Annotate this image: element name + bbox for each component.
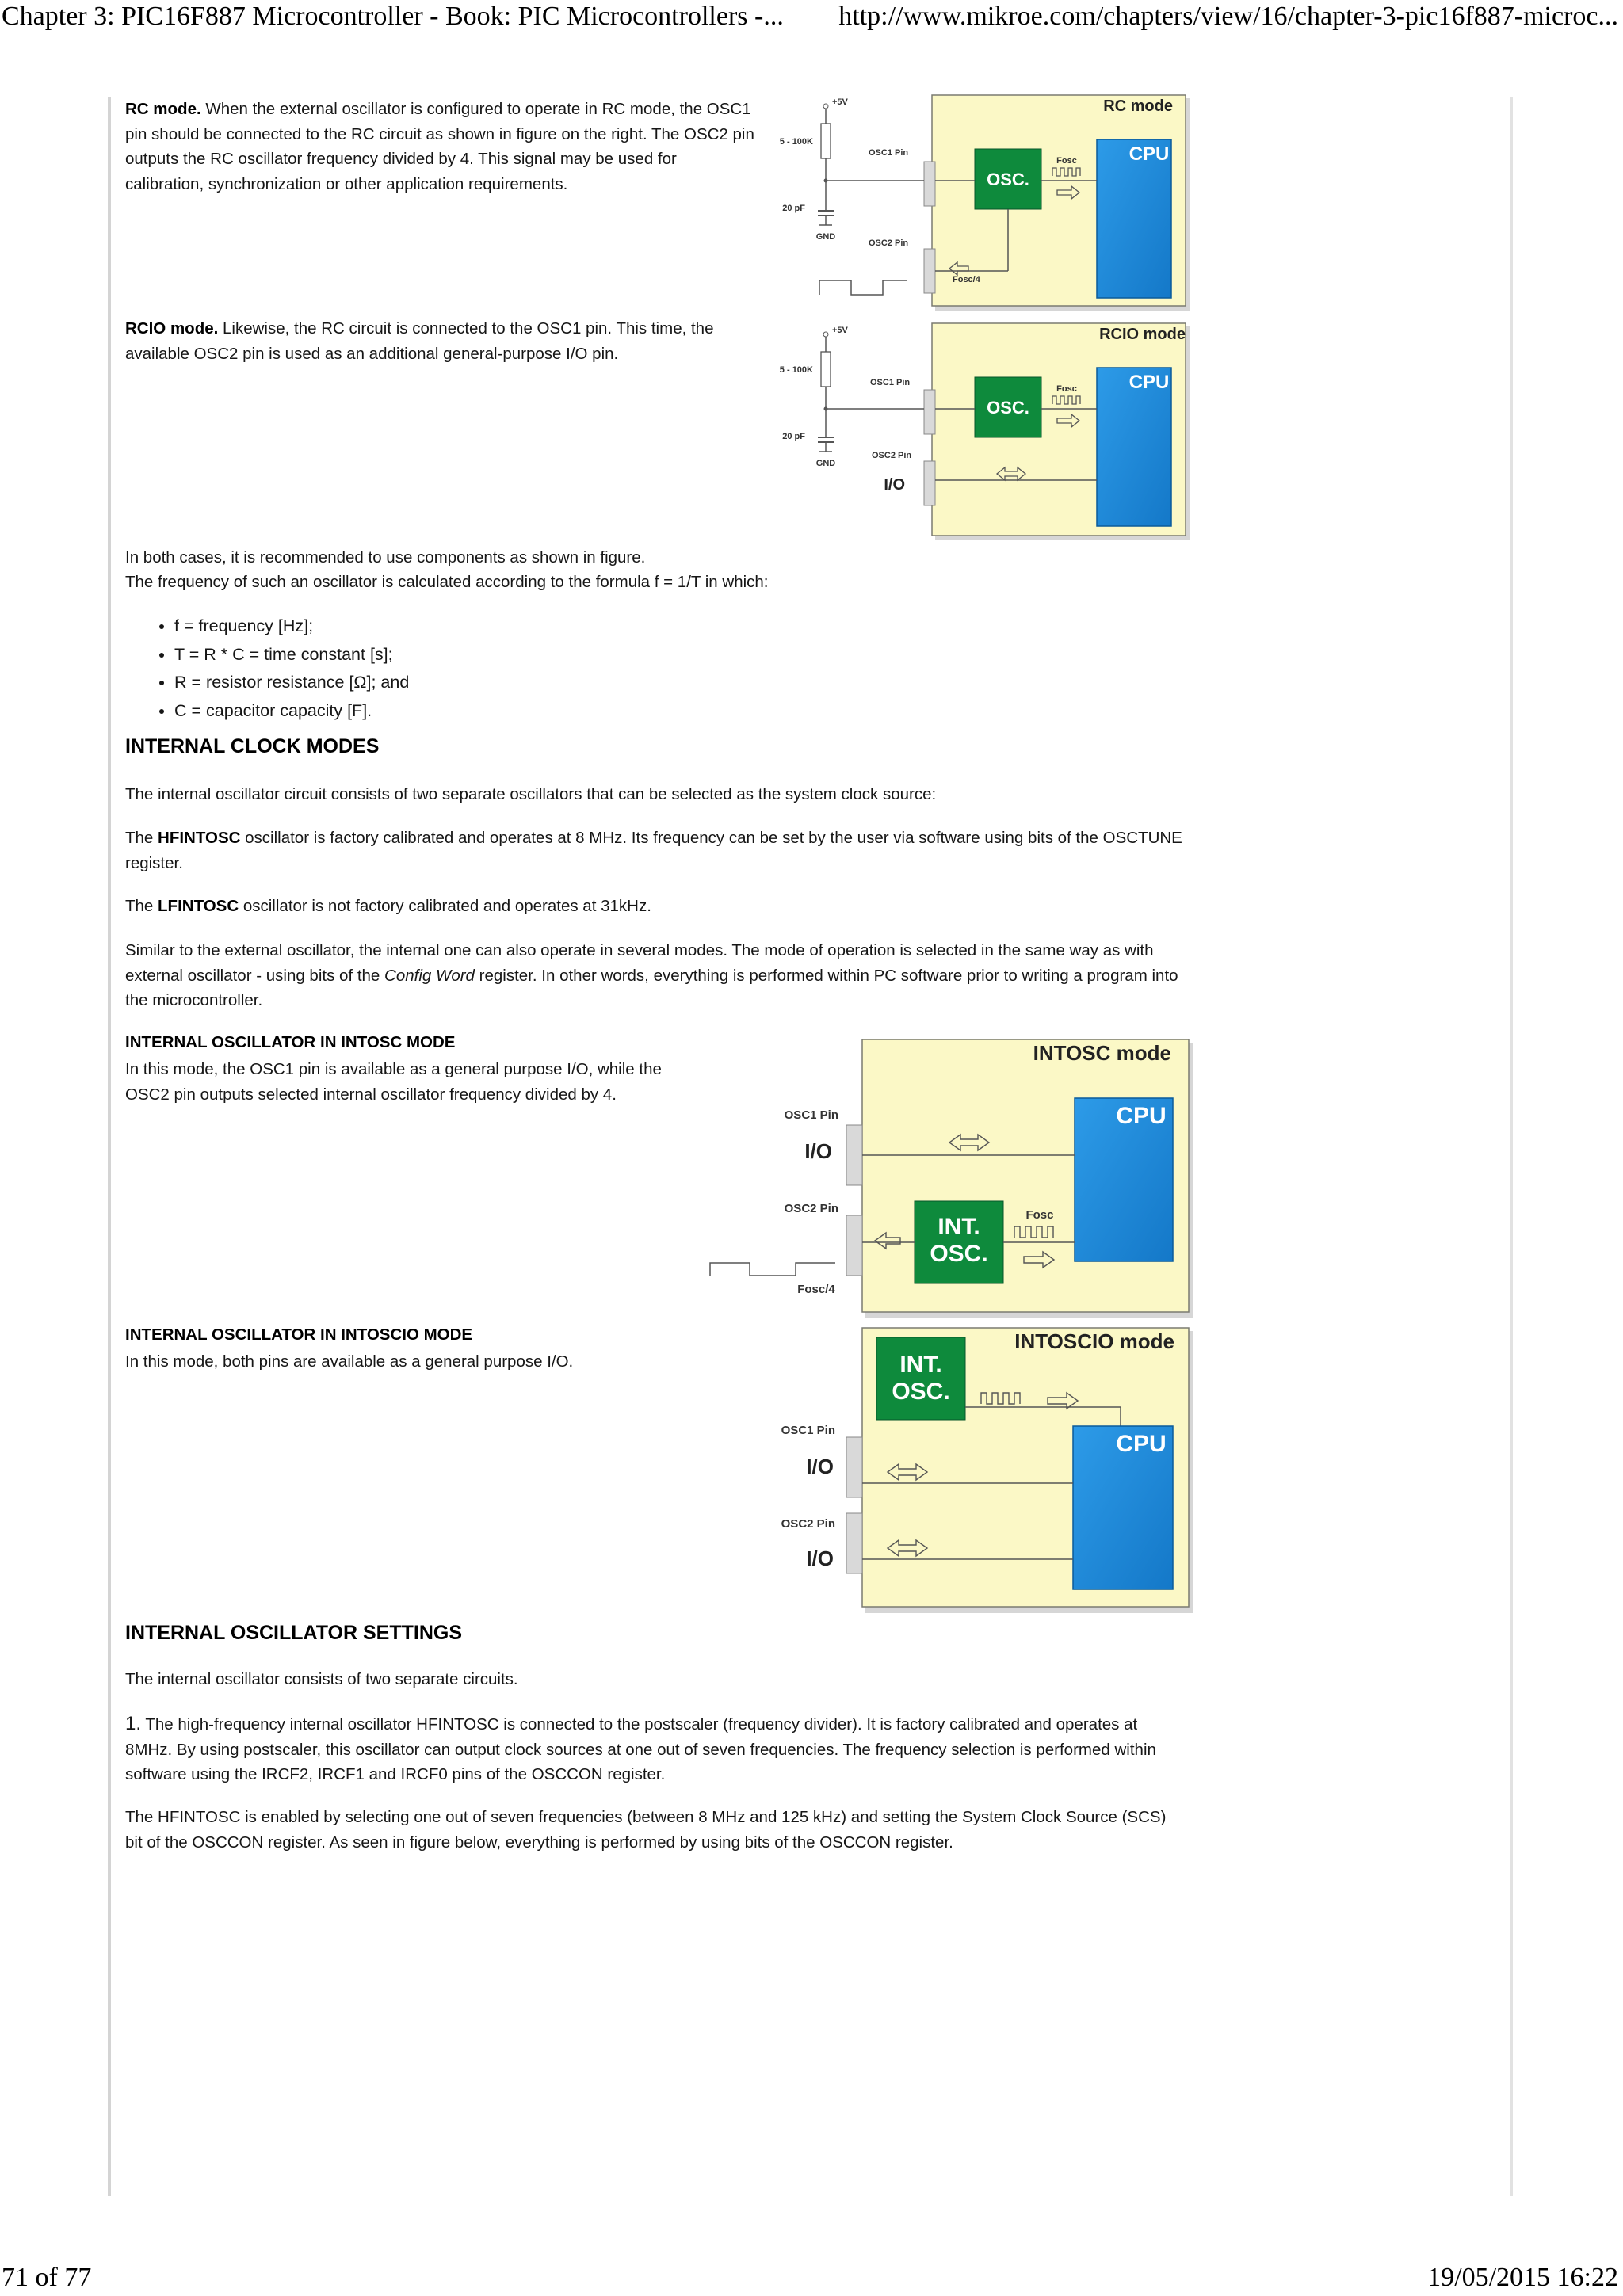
hfintosc-term: HFINTOSC (158, 829, 241, 847)
fosc4-label: Fosc/4 (953, 275, 980, 284)
cpu-label: CPU (1116, 1103, 1167, 1129)
rc-mode-text: When the external oscillator is configured to operate in RC mode, the OSC1 pin should be connected to the RC circuit as shown in figure on the right. The OSC2 pin outputs the RC oscillator frequency divided by 4. This signal may be used for calibration, synchronization or other application requirements. (125, 100, 754, 193)
list-number: 1. (125, 1713, 142, 1734)
io-label: I/O (806, 1455, 834, 1478)
rcio-mode-lead: RCIO mode. (125, 319, 219, 338)
fosc-label: Fosc (1025, 1208, 1054, 1222)
intosc-text: In this mode, the OSC1 pin is available as a general purpose I/O, while the OSC2 pin outputs selected internal oscillator frequency divided by 4. (125, 1060, 662, 1104)
int-label: INT. (899, 1352, 942, 1378)
formula-intro-text: The frequency of such an oscillator is calculated according to the formula f = 1/T in which: (125, 573, 769, 591)
formula-bullet-list (125, 612, 409, 725)
settings-p3: The HFINTOSC is enabled by selecting one out of seven frequencies (between 8 MHz and 125 kHz) and setting the System Clock Source (SCS) bit of the OSCCON register. As seen in figure below, everything is performed by using bits of the OSCCON register. (125, 1808, 1167, 1852)
rcio-mode-paragraph (125, 316, 759, 366)
fosc4-label: Fosc/4 (797, 1283, 835, 1296)
resistor-label: 5 - 100K (779, 365, 813, 375)
osc2-pin-label: OSC2 Pin (784, 1202, 838, 1215)
osc1-pin (846, 1125, 862, 1185)
osc2-pin-label: OSC2 Pin (869, 238, 909, 248)
list-item: • R = resistor resistance [Ω]; and (174, 669, 409, 697)
gnd-label: GND (815, 232, 836, 242)
osc1-pin (924, 390, 935, 434)
fosc-label: Fosc (1056, 384, 1077, 394)
settings-heading: INTERNAL OSCILLATOR SETTINGS (125, 1622, 463, 1644)
osc2-pin-label: OSC2 Pin (872, 451, 912, 460)
capacitor-label: 20 pF (782, 432, 805, 441)
osc2-pin (846, 1215, 862, 1276)
page-number: 71 of 77 (2, 2263, 92, 2292)
io-label: I/O (804, 1139, 832, 1163)
cpu-label: CPU (1116, 1431, 1167, 1457)
osc2-pin-label: OSC2 Pin (781, 1517, 835, 1531)
osc-label: OSC. (930, 1241, 988, 1267)
cpu-label: CPU (1128, 143, 1170, 165)
rc-mode-paragraph (125, 97, 759, 196)
text-span: register. In other words, everything is performed within PC software prior to writing a program into the microcontroller. (125, 966, 1178, 1009)
rc-mode-lead: RC mode. (125, 100, 201, 118)
osc2-pin (924, 461, 935, 505)
list-item: • T = R * C = time constant [s]; (174, 641, 409, 669)
internal-clock-p1: The internal oscillator circuit consists of two separate oscillators that can be selected as the system clock source: (125, 785, 937, 803)
resistor (821, 124, 831, 158)
internal-clock-p4 (125, 938, 1187, 1013)
list-item: • C = capacitor capacity [F]. (174, 697, 409, 726)
io-label: I/O (806, 1547, 834, 1570)
resistor (821, 352, 831, 387)
rc-mode-figure (766, 92, 1193, 314)
text-span: oscillator is factory calibrated and operates at 8 MHz. Its frequency can be set by the user via software using bits of the OSCTUNE register. (125, 829, 1182, 872)
osc2-pin (846, 1513, 862, 1573)
intoscio-text: In this mode, both pins are available as a general purpose I/O. (125, 1352, 574, 1371)
rc-figure-title: RC mode (1103, 97, 1173, 115)
intosc-figure-title: INTOSC mode (1033, 1041, 1171, 1065)
intoscio-figure-title: INTOSCIO mode (1014, 1329, 1174, 1353)
rcio-figure-title: RCIO mode (1099, 326, 1186, 343)
intoscio-mode-figure (766, 1325, 1193, 1615)
internal-clock-modes-heading: INTERNAL CLOCK MODES (125, 735, 380, 757)
osc1-pin (846, 1437, 862, 1497)
osc2-pin (924, 249, 935, 293)
vdd-label: +5V (832, 326, 848, 335)
intoscio-heading: INTERNAL OSCILLATOR IN INTOSCIO MODE (125, 1325, 473, 1344)
settings-p1: The internal oscillator consists of two separate circuits. (125, 1670, 518, 1688)
osc1-pin-label: OSC1 Pin (781, 1424, 835, 1437)
int-label: INT. (938, 1214, 980, 1240)
both-cases-text: In both cases, it is recommended to use components as shown in figure. (125, 548, 646, 566)
text-span: The (125, 897, 158, 915)
page-header-url[interactable]: http://www.mikroe.com/chapters/view/16/chapter-3-pic16f887-microc... (838, 2, 1618, 31)
settings-p2 (125, 1711, 1187, 1787)
intosc-heading: INTERNAL OSCILLATOR IN INTOSC MODE (125, 1033, 456, 1051)
internal-clock-p2 (125, 826, 1187, 875)
vdd-label: +5V (832, 97, 848, 107)
resistor-label: 5 - 100K (779, 137, 813, 147)
intosc-mode-figure (707, 1036, 1193, 1320)
osc1-pin (924, 162, 935, 206)
internal-clock-p3 (125, 894, 1187, 919)
print-datetime: 19/05/2015 16:22 (1427, 2263, 1618, 2292)
osc1-pin-label: OSC1 Pin (869, 148, 909, 158)
osc-label: OSC. (892, 1379, 950, 1405)
content-right-border (1510, 97, 1513, 2196)
osc1-pin-label: OSC1 Pin (784, 1108, 838, 1122)
osc-label: OSC. (987, 170, 1029, 189)
osc1-pin-label: OSC1 Pin (870, 378, 911, 387)
lfintosc-term: LFINTOSC (158, 897, 239, 915)
text-span: Similar to the external oscillator, the internal one can also operate in several modes. The mode of operation is selected in the same way as with external oscillator - using bits of the (125, 941, 1154, 985)
page-header-title: Chapter 3: PIC16F887 Microcontroller - Book: PIC Microcontrollers -... (2, 2, 784, 31)
text-span: The (125, 829, 158, 847)
fosc-label: Fosc (1056, 156, 1077, 166)
content-left-border (108, 97, 111, 2196)
cpu-label: CPU (1128, 372, 1170, 393)
list-item: • f = frequency [Hz]; (174, 612, 409, 641)
rcio-mode-figure (766, 320, 1193, 543)
io-label: I/O (884, 476, 905, 494)
text-span: The high-frequency internal oscillator HFINTOSC is connected to the postscaler (frequency divider). It is factory calibrated and operates at 8MHz. By using postscaler, this oscillator can output clock sources at one out of seven frequencies. The frequency selection is performed within software using the IRCF2, IRCF1 and IRCF0 pins of the OSCCON register. (125, 1715, 1156, 1783)
gnd-label: GND (815, 459, 836, 468)
capacitor-label: 20 pF (782, 204, 805, 213)
rcio-mode-text: Likewise, the RC circuit is connected to the OSC1 pin. This time, the available OSC2 pin is used as an additional general-purpose I/O pin. (125, 319, 714, 363)
config-word-term: Config Word (384, 966, 475, 985)
osc-label: OSC. (987, 398, 1029, 418)
text-span: oscillator is not factory calibrated and operates at 31kHz. (239, 897, 651, 915)
